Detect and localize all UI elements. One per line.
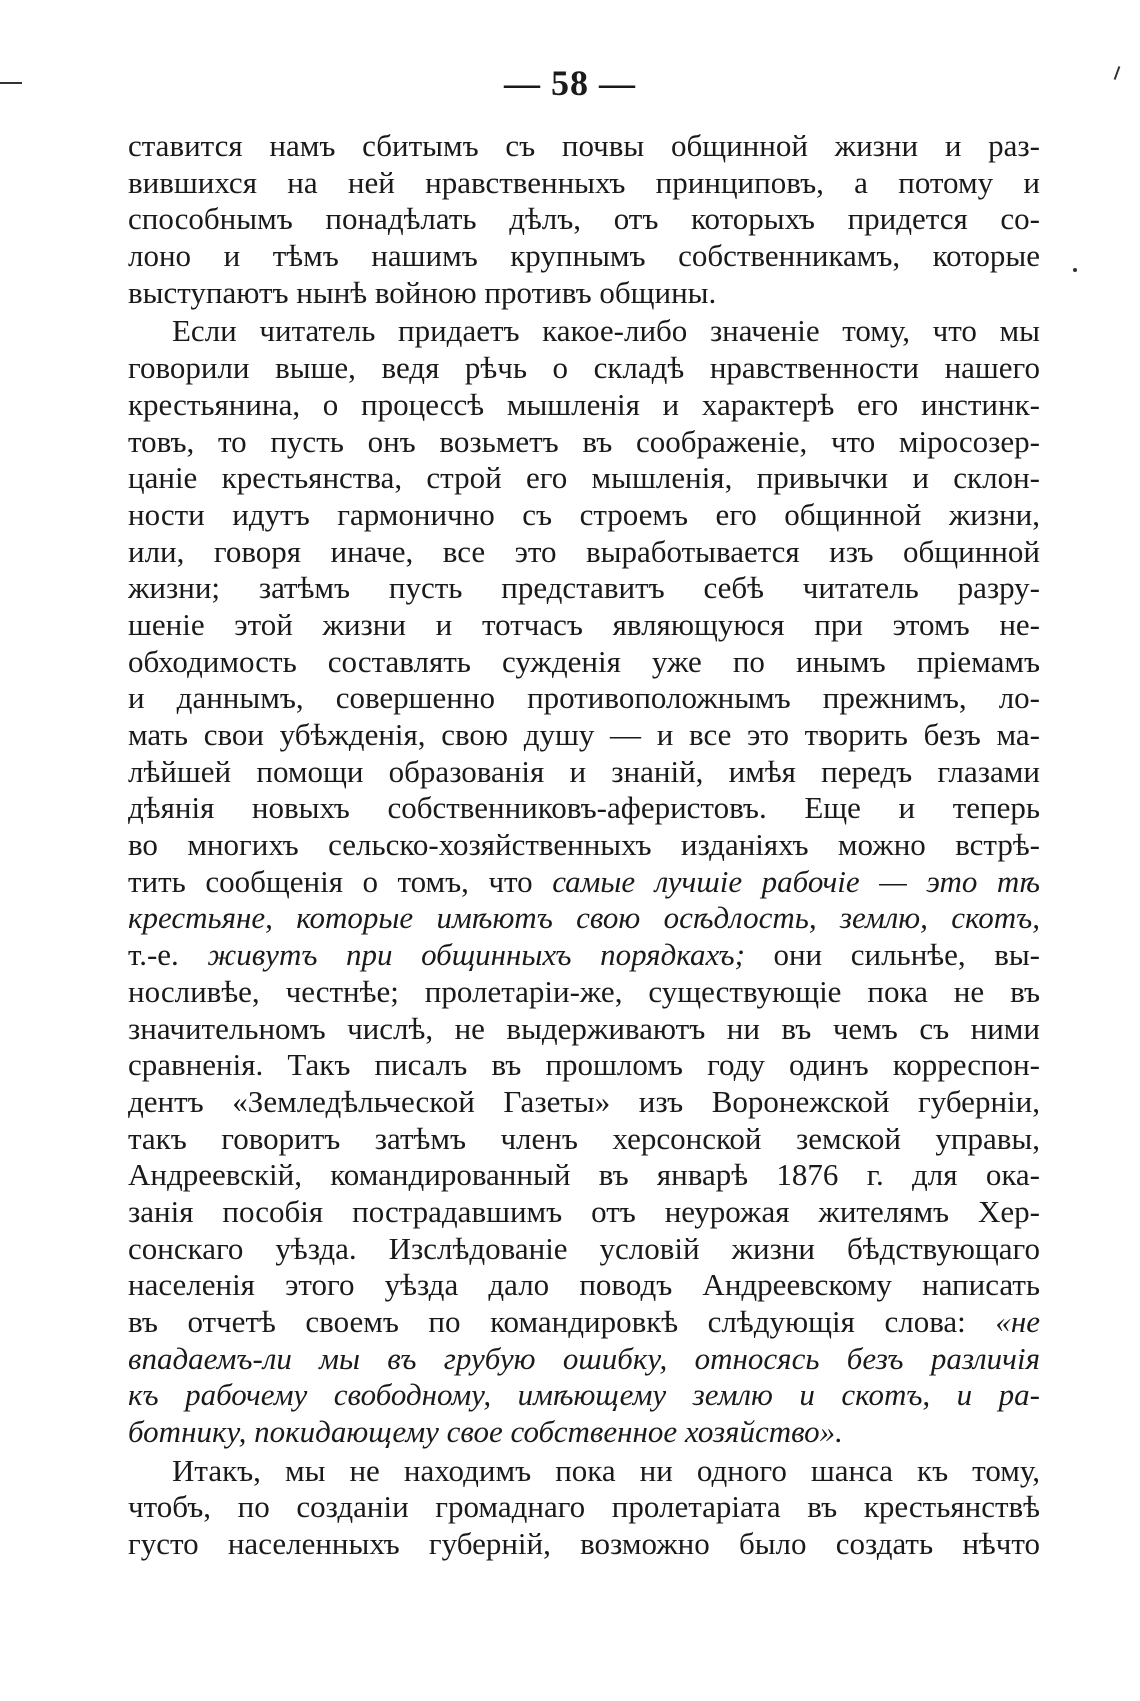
text-line: [128, 1194, 1040, 1231]
text-run: Если читатель придаетъ какое-либо значеніе тому, что мы: [172, 313, 1040, 349]
text-line: [128, 1341, 1040, 1378]
text-line: [128, 1414, 1040, 1451]
text-run: цаніе крестьянства, строй его мышленія, привычки и склон-: [128, 460, 1040, 496]
scan-dot-right: [1073, 268, 1077, 272]
text-line: [128, 238, 1040, 275]
text-run: ставится намъ сбитымъ съ почвы общинной жизни и раз-: [128, 128, 1040, 163]
text-run: населенія этого уѣзда дало поводъ Андреевскому написать: [128, 1267, 1040, 1303]
text-line: [128, 387, 1040, 424]
text-line: [128, 1489, 1040, 1526]
text-run: или, говоря иначе, все это выработывается изъ общинной: [128, 533, 1040, 569]
text-line: [128, 937, 1040, 974]
italic-text-run: «не: [995, 1304, 1040, 1339]
text-run: вившихся на ней нравственныхъ принциповъ, а потому и: [128, 164, 1040, 200]
italic-text-run: впадаемъ-ли мы въ грубую ошибку, относясь безъ различія: [128, 1340, 1040, 1376]
text-run: Андреевскій, командированный въ январѣ 1876 г. для ока-: [128, 1157, 1040, 1193]
text-run: товъ, то пусть онъ возьметъ въ соображеніе, что міросозер-: [128, 423, 1040, 459]
text-run: занія пособія пострадавшимъ отъ неурожая жителямъ Хер-: [128, 1193, 1040, 1229]
text-run: дѣянія новыхъ собственниковъ-аферистовъ. Еще и теперь: [128, 790, 1040, 826]
text-line: [128, 1377, 1040, 1414]
text-run: тить сообщенія о томъ, что: [128, 863, 553, 899]
text-line: [128, 534, 1040, 571]
text-line: [128, 1526, 1040, 1563]
text-line: [128, 497, 1040, 534]
body-text: [128, 128, 1040, 1563]
text-line: [128, 1121, 1040, 1158]
text-line: [128, 460, 1040, 497]
text-line: [128, 827, 1040, 864]
italic-text-run: самые лучшіе рабочіе — это тѣ: [552, 863, 1040, 899]
scan-mark-left: [0, 82, 22, 84]
text-run: такъ говоритъ затѣмъ членъ херсонской земской управы,: [128, 1120, 1040, 1156]
text-line: [128, 128, 1040, 165]
text-line: [128, 1047, 1040, 1084]
text-line: [128, 1267, 1040, 1304]
italic-text-run: крестьяне, которые имѣютъ свою осѣдлость, землю, скотъ,: [128, 900, 1040, 936]
text-run: во многихъ сельско-хозяйственныхъ изданіяхъ можно встрѣ-: [128, 827, 1040, 863]
text-run: выступаютъ нынѣ войною противъ общины.: [128, 274, 717, 310]
text-run: крестьянина, о процессѣ мышленія и характерѣ его инстинк-: [128, 386, 1040, 422]
text-line: [128, 900, 1040, 937]
text-line: [128, 1304, 1040, 1341]
italic-text-run: къ рабочему свободному, имѣющему землю и скотъ, и ра-: [128, 1377, 1040, 1413]
text-run: Итакъ, мы не находимъ пока ни одного шанса къ тому,: [172, 1452, 1040, 1488]
text-line: [128, 201, 1040, 238]
text-line: [128, 350, 1040, 387]
text-run: носливѣе, честнѣе; пролетаріи-же, существующіе пока не въ: [128, 973, 1040, 1009]
text-run: сонскаго уѣзда. Изслѣдованіе условій жизни бѣдствующаго: [128, 1230, 1040, 1266]
text-run: лѣйшей помощи образованія и знаній, имѣя передъ глазами: [128, 753, 1040, 789]
text-line: [128, 754, 1040, 791]
text-line: [128, 1231, 1040, 1268]
text-run: шеніе этой жизни и тотчасъ являющуюся при этомъ не-: [128, 606, 1040, 642]
italic-text-run: живутъ при общинныхъ порядкахъ;: [207, 937, 745, 973]
text-run: дентъ «Земледѣльческой Газеты» изъ Воронежской губерніи,: [128, 1083, 1040, 1119]
italic-text-run: ботнику, покидающему свое собственное хозяйство».: [128, 1414, 843, 1450]
text-line: [128, 717, 1040, 754]
text-run: т.-е.: [128, 937, 208, 973]
text-line: [128, 313, 1040, 350]
text-run: сравненія. Такъ писалъ въ прошломъ году одинъ корреспон-: [128, 1047, 1040, 1083]
text-line: [128, 864, 1040, 901]
page-number: — 58 —: [504, 63, 636, 103]
text-run: густо населенныхъ губерній, возможно было создать нѣчто: [128, 1526, 1040, 1562]
text-run: лоно и тѣмъ нашимъ крупнымъ собственникамъ, которые: [128, 238, 1040, 274]
text-line: [128, 165, 1040, 202]
text-run: жизни; затѣмъ пусть представитъ себѣ читатель разру-: [128, 570, 1040, 606]
text-line: [128, 570, 1040, 607]
text-run: въ отчетѣ своемъ по командировкѣ слѣдующія слова:: [128, 1304, 996, 1339]
text-line: [128, 1453, 1040, 1490]
text-line: [128, 644, 1040, 681]
text-run: обходимость составлять сужденія уже по инымъ пріемамъ: [128, 643, 1040, 679]
text-run: они сильнѣе, вы-: [744, 937, 1040, 973]
text-run: мать свои убѣжденія, свою душу — и все это творить безъ ма-: [128, 717, 1040, 752]
text-run: ности идутъ гармонично съ строемъ его общинной жизни,: [128, 496, 1040, 532]
text-line: [128, 1157, 1040, 1194]
text-line: [128, 790, 1040, 827]
text-line: [128, 1011, 1040, 1048]
text-line: [128, 275, 1040, 312]
text-line: [128, 424, 1040, 461]
text-run: и даннымъ, совершенно противоположнымъ прежнимъ, ло-: [128, 680, 1040, 716]
text-line: [128, 974, 1040, 1011]
text-line: [128, 1084, 1040, 1121]
text-run: способнымъ понадѣлать дѣлъ, отъ которыхъ придется со-: [128, 201, 1040, 237]
text-run: чтобъ, по созданіи громаднаго пролетаріата въ крестьянствѣ: [128, 1489, 1040, 1525]
text-line: [128, 607, 1040, 644]
text-run: говорили выше, ведя рѣчь о складѣ нравственности нашего: [128, 350, 1040, 386]
text-run: значительномъ числѣ, не выдерживаютъ ни въ чемъ съ ними: [128, 1010, 1040, 1046]
text-line: [128, 680, 1040, 717]
